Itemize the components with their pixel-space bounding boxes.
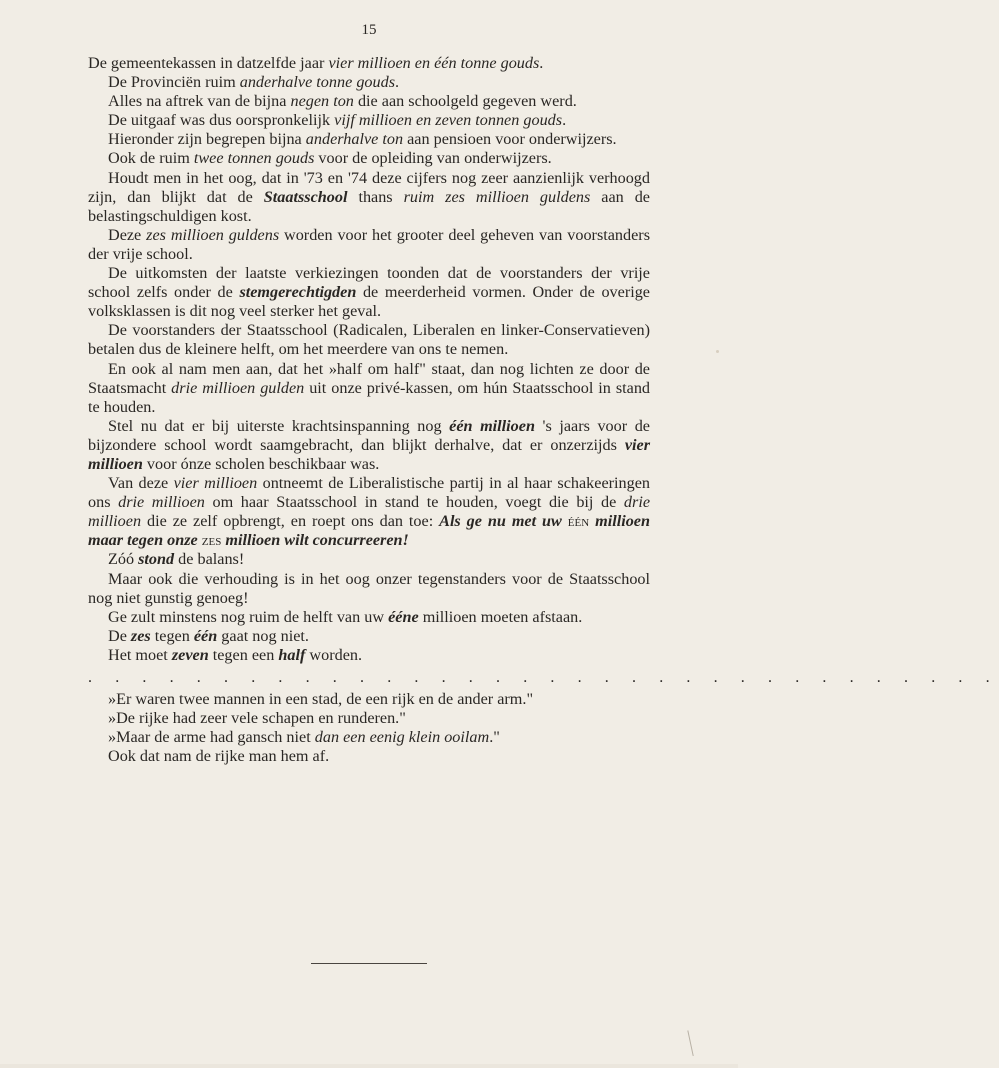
paragraph-provincien: De Provinciën ruim anderhalve tonne gouds. (108, 73, 400, 92)
page-edge (0, 1064, 738, 1068)
paragraph-krachtsinspanning: Stel nu dat er bij uiterste krachtsinspanning nog één millioen 's jaars voor de bijzondere school wordt saamgebracht, dan blijkt derhalve, dat er onzerzijds vier millioen voor ónze scholen beschikbaar was. (88, 416, 650, 473)
body-text (88, 54, 999, 766)
dotted-separator: . . . . . . . . . . . . . . . . . . . . . . . . . . . . . . . . . . (88, 669, 999, 686)
paragraph-zes-tegen-een: De zes tegen één gaat nog niet. (108, 626, 309, 645)
paragraph-half-om-half: En ook al nam men aan, dat het »half om half" staat, dan nog lichten ze door de Staatsmacht drie millioen gulden uit onze privé-kassen, om hún Staatsschool in stand te houden. (88, 359, 651, 416)
quote-line-mannen: »Er waren twee mannen in een stad, de een rijk en de ander arm." (108, 690, 534, 708)
paragraph-uitgaaf: De uitgaaf was dus oorspronkelijk vijf millioen en zeven tonnen gouds. (108, 111, 567, 130)
closing-rule (311, 963, 427, 964)
paragraph-gemeentekassen: De gemeentekassen in datzelfde jaar vier millioen en één tonne gouds. (88, 54, 544, 72)
margin-mark (687, 1030, 695, 1056)
paragraph-verhoogd: Houdt men in het oog, dat in '73 en '74 deze cijfers nog zeer aanzienlijk verhoogd zijn, dan blijkt dat de Staatsschool thans ruim zes millioen guldens aan de belastingschuldigen kost. (88, 168, 650, 225)
paragraph-pensioen: Hieronder zijn begrepen bijna anderhalve ton aan pensioen voor onderwijzers. (108, 130, 617, 149)
quote-line-afnam: Ook dat nam de rijke man hem af. (108, 747, 330, 766)
paragraph-voorstanders: De voorstanders der Staatsschool (Radicalen, Liberalen en linker-Conservatieven) betalen dus de kleinere helft, om het meerdere van ons te nemen. (88, 321, 650, 359)
paragraph-verhouding: Maar ook die verhouding is in het oog onzer tegenstanders voor de Staatsschool nog niet gunstig genoeg! (88, 569, 650, 607)
paragraph-verkiezingen: De uitkomsten der laatste verkiezingen toonden dat de voorstanders der vrije school zelfs onder de stemgerechtigden de meerderheid vormen. Onder de overige volksklassen is dit nog veel sterker het geval. (88, 264, 650, 321)
paper-speck (716, 350, 719, 353)
quote-line-ooilam: »Maar de arme had gansch niet dan een eenig klein ooilam." (108, 728, 500, 747)
paragraph-aftrek: Alles na aftrek van de bijna negen ton die aan schoolgeld gegeven werd. (108, 92, 577, 111)
paragraph-balans: Zóó stond de balans! (108, 550, 245, 569)
paragraph-geheven: Deze zes millioen guldens worden voor het grooter deel geheven van voorstanders der vrije school. (88, 225, 650, 263)
paragraph-opleiding: Ook de ruim twee tonnen gouds voor de opleiding van onderwijzers. (108, 149, 552, 168)
paragraph-zeven-tegen-half: Het moet zeven tegen een half worden. (108, 645, 363, 664)
paragraph-liberalistische: Van deze vier millioen ontneemt de Liberalistische partij in al haar schakeeringen ons drie millioen om haar Staatsschool in stand te houden, voegt die bij de drie millioen die ze zelf opbrengt, en roept ons dan toe: Als ge nu met uw één millioen maar tegen onze zes millioen wilt concurreeren! (88, 474, 650, 550)
quote-line-schapen: »De rijke had zeer vele schapen en runderen." (108, 709, 406, 728)
paragraph-afstaan: Ge zult minstens nog ruim de helft van uw ééne millioen moeten afstaan. (108, 607, 583, 626)
page-number: 15 (361, 22, 377, 38)
